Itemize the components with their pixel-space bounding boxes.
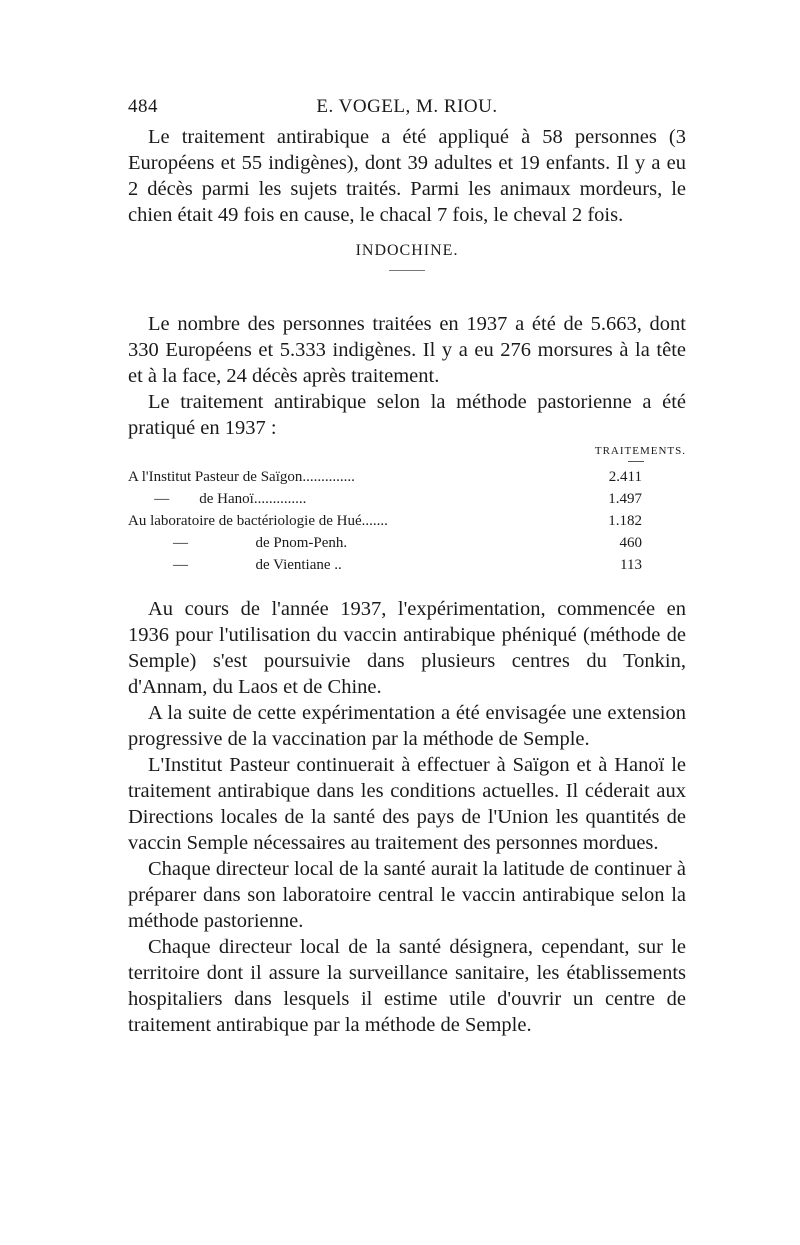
treatments-table (128, 445, 686, 576)
paragraph-semple-experiment: Au cours de l'année 1937, l'expérimentation, commencée en 1936 pour l'utilisation du vaccin antirabique phéniqué (méthode de Semple) s'est poursuivie dans plusieurs centres du Tonkin, d'Annam, du Laos et de Chine. (128, 598, 686, 698)
table-header-rule (628, 461, 644, 462)
table-row-label: — de Vientiane .. (128, 557, 342, 573)
paragraph-intro: Le traitement antirabique a été appliqué à 58 personnes (3 Européens et 55 indigènes), dont 39 adultes et 19 enfants. Il y a eu 2 décès parmi les sujets traités. Parmi les animaux mordeurs, le chien était 49 fois en cause, le chacal 7 fois, le cheval 2 fois. (128, 126, 686, 226)
running-title: E. VOGEL, M. RIOU. (316, 96, 498, 117)
running-head (128, 94, 686, 124)
table-column-header: TRAITEMENTS. (594, 445, 686, 457)
paragraph-indochine-count: Le nombre des personnes traitées en 1937 a été de 5.663, dont 330 Européens et 5.333 indigènes. Il y a eu 276 morsures à la tête et à la face, 24 décès après traitement. (128, 313, 686, 387)
book-page (128, 94, 686, 1038)
paragraph-institut-pasteur: L'Institut Pasteur continuerait à effectuer à Saïgon et à Hanoï le traitement antirabique dans les conditions actuelles. Il céderait aux Directions locales de la santé des pays de l'Union les quantités de vaccin Semple nécessaires au traitement des personnes mordues. (128, 754, 686, 854)
page-number: 484 (128, 96, 158, 117)
table-row-label: A l'Institut Pasteur de Saïgon.............. (128, 469, 355, 485)
paragraph-designation: Chaque directeur local de la santé désignera, cependant, sur le territoire dont il assure la surveillance sanitaire, les établissements hospitaliers dans lesquels il estime utile d'ouvrir un centre de traitement antirabique par la méthode de Semple. (128, 936, 686, 1036)
table-row (128, 488, 686, 510)
table-row (128, 466, 686, 488)
table-row-value: 1.182 (608, 513, 642, 529)
table-row-label: — de Hanoï.............. (128, 491, 307, 507)
paragraph-treatment-intro: Le traitement antirabique selon la méthode pastorienne a été pratiqué en 1937 : (128, 391, 686, 439)
table-row (128, 554, 686, 576)
table-row-value: 1.497 (608, 491, 642, 507)
table-row-value: 460 (619, 535, 642, 551)
section-heading: INDOCHINE. (355, 242, 459, 259)
section-divider (389, 270, 425, 271)
table-row-label: Au laboratoire de bactériologie de Hué....... (128, 513, 388, 529)
table-row-value: 113 (620, 557, 642, 573)
table-row (128, 510, 686, 532)
paragraph-local-director: Chaque directeur local de la santé aurait la latitude de continuer à préparer dans son laboratoire central le vaccin antirabique selon la méthode pastorienne. (128, 858, 686, 932)
table-row-label: — de Pnom-Penh. (128, 535, 348, 551)
table-row-value: 2.411 (608, 469, 642, 485)
paragraph-extension: A la suite de cette expérimentation a été envisagée une extension progressive de la vaccination par la méthode de Semple. (128, 702, 686, 750)
table-row (128, 532, 686, 554)
